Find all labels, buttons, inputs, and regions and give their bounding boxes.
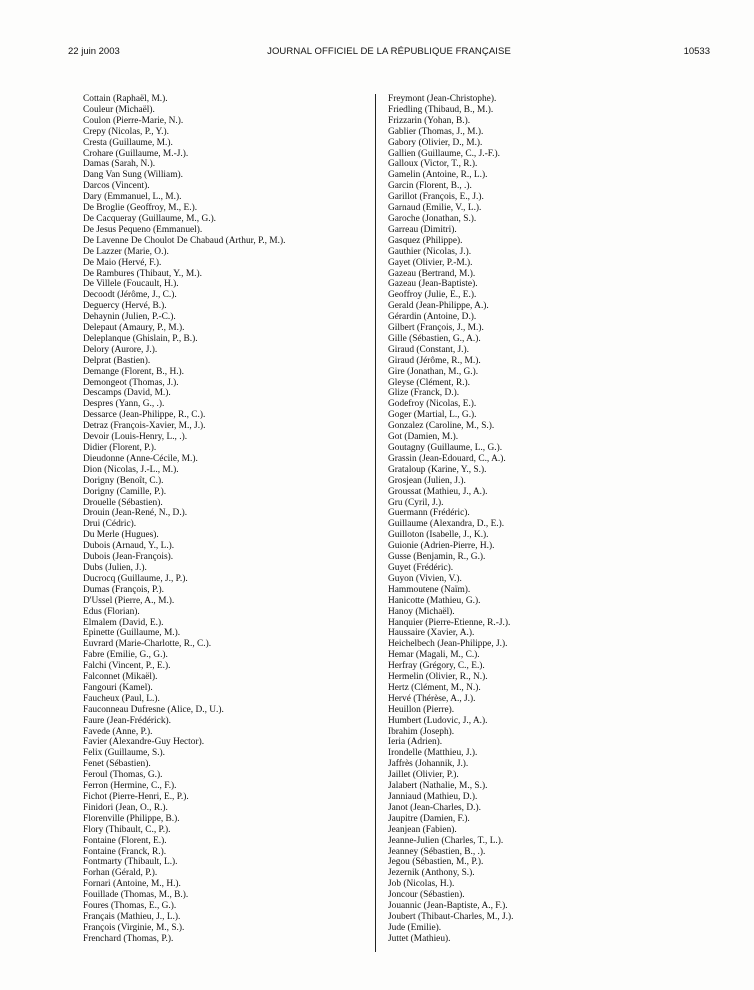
list-item: Gasquez (Philippe). [388, 235, 463, 246]
list-item: Frizzarin (Yohan, B.). [388, 115, 471, 126]
list-item: François (Virginie, M., S.). [83, 922, 185, 933]
list-item: Grataloup (Karine, Y., S.). [388, 464, 487, 475]
list-item: Demange (Florent, B., H.). [83, 366, 185, 377]
list-item: Freymont (Jean-Christophe). [388, 94, 497, 104]
list-item: Gablier (Thomas, J., M.). [388, 126, 484, 137]
list-item: D'Ussel (Pierre, A., M.). [83, 595, 175, 606]
list-item: Grassin (Jean-Edouard, C., A.). [388, 453, 506, 464]
list-item: Cresta (Guillaume, M.). [83, 137, 173, 148]
list-item: Juttet (Mathieu). [388, 933, 451, 944]
list-item: Descamps (David, M.). [83, 388, 171, 399]
list-item: Fornari (Antoine, M., H.). [83, 879, 181, 890]
list-item: Guyon (Vivien, V.). [388, 573, 462, 584]
list-item: Joncour (Sébastien). [388, 890, 465, 901]
list-item: Gerald (Jean-Philippe, A.). [388, 301, 489, 312]
list-item: Gru (Cyril, J.). [388, 497, 444, 508]
list-item: Fabre (Emilie, G., G.). [83, 650, 168, 661]
list-item: Gallien (Guillaume, C., J.-F.). [388, 148, 500, 159]
list-item: Janniaud (Mathieu, D.). [388, 792, 478, 802]
list-item: Garcin (Florent, B., .). [388, 181, 472, 192]
list-item: De Cacqueray (Guillaume, M., G.). [83, 213, 217, 224]
list-item: Jeanne-Julien (Charles, T., L.). [388, 835, 504, 846]
left-name-column [83, 94, 358, 945]
list-item: Florenville (Philippe, B.). [83, 813, 180, 824]
list-item: Fontaine (Franck, R.). [83, 846, 167, 857]
list-item: Gazeau (Jean-Baptiste). [388, 279, 478, 290]
list-item: Hanoy (Michaël). [388, 606, 455, 617]
list-item: Favier (Alexandre-Guy Hector). [83, 737, 205, 748]
list-item: Humbert (Ludovic, J., A.). [388, 715, 488, 726]
list-item: Frenchard (Thomas, P.). [83, 933, 174, 944]
list-item: Fichot (Pierre-Henri, E., P.). [83, 792, 189, 802]
list-item: Dorigny (Camille, P.). [83, 486, 167, 497]
list-item: Guilloton (Isabelle, J., K.). [388, 530, 489, 541]
list-item: De Maio (Hervé, F.). [83, 257, 162, 268]
list-item: Godefroy (Nicolas, E.). [388, 399, 477, 410]
list-item: Garreau (Dimitri). [388, 224, 457, 235]
list-item: Decoodt (Jérôme, J., C.). [83, 290, 177, 301]
list-item: Jaffrès (Johannik, J.). [388, 759, 469, 770]
list-item: Epinette (Guillaume, M.). [83, 628, 181, 639]
list-item: Deguercy (Hervé, B.). [83, 301, 167, 312]
list-item: Jude (Emilie). [388, 922, 442, 933]
list-item: Dehaynin (Julien, P.-C.). [83, 312, 176, 323]
list-item: Crohare (Guillaume, M.-J.). [83, 148, 189, 159]
list-item: Jeanjean (Fabien). [388, 824, 457, 835]
list-item: Geoffroy (Julie, E., E.). [388, 290, 477, 301]
list-item: Goutagny (Guillaume, L., G.). [388, 443, 503, 453]
list-item: Du Merle (Hugues). [83, 530, 159, 541]
list-item: Jegou (Sébastien, M., P.). [388, 857, 484, 868]
list-item: Galloux (Victor, T., R.). [388, 159, 478, 170]
list-item: Drouelle (Sébastien). [83, 497, 163, 508]
list-item: Faure (Jean-Frédérick). [83, 715, 171, 726]
list-item: Ibrahim (Joseph). [388, 726, 455, 737]
page-header [68, 46, 710, 60]
list-item: Darcos (Vincent). [83, 181, 150, 192]
list-item: Feroul (Thomas, G.). [83, 770, 163, 781]
header-title: JOURNAL OFFICIEL DE LA RÉPUBLIQUE FRANÇAISE [267, 46, 511, 57]
list-item: Edus (Florian). [83, 606, 140, 617]
list-item: Gayet (Olivier, P.-M.). [388, 257, 473, 268]
list-item: Drui (Cédric). [83, 519, 137, 530]
list-item: Jaillet (Olivier, P.). [388, 770, 459, 781]
list-item: Jalabert (Nathalie, M., S.). [388, 781, 488, 792]
list-item: Ducrocq (Guillaume, J., P.). [83, 573, 188, 584]
list-item: Giraud (Jérôme, R., M.). [388, 355, 481, 366]
list-item: De Broglie (Geoffroy, M., E.). [83, 203, 198, 214]
list-item: Forhan (Gérald, P.). [83, 868, 158, 879]
list-item: De Lavenne De Choulot De Chabaud (Arthur, P., M.). [83, 235, 286, 246]
list-item: Dubois (Jean-François). [83, 552, 174, 563]
list-item: Couleur (Michaël). [83, 104, 155, 115]
list-item: Crepy (Nicolas, P., Y.). [83, 126, 169, 137]
list-item: Guyet (Frédéric). [388, 562, 454, 573]
list-item: Despres (Yann, G., .). [83, 399, 165, 410]
list-item: Dion (Nicolas, J.-L., M.). [83, 464, 179, 475]
list-item: Jouannic (Jean-Baptiste, A., F.). [388, 901, 508, 912]
list-item: Janot (Jean-Charles, D.). [388, 802, 481, 813]
list-item: Hermelin (Olivier, R., N.). [388, 672, 488, 683]
list-item: Fontaine (Florent, E.). [83, 835, 167, 846]
list-item: Grosjean (Julien, J.). [388, 475, 466, 486]
list-item: Gamelin (Antoine, R., L.). [388, 170, 488, 181]
list-item: Jezernik (Anthony, S.). [388, 868, 475, 879]
list-item: Gérardin (Antoine, D.). [388, 312, 477, 323]
list-item: Didier (Florent, P.). [83, 443, 157, 453]
list-item: Gazeau (Bertrand, M.). [388, 268, 476, 279]
column-divider [375, 94, 376, 952]
list-item: Dorigny (Benoît, C.). [83, 475, 164, 486]
list-item: Demongeot (Thomas, J.). [83, 377, 179, 388]
list-item: Français (Mathieu, J., L.). [83, 911, 181, 922]
list-item: Felix (Guillaume, S.). [83, 748, 166, 759]
list-item: Irondelle (Matthieu, J.). [388, 748, 478, 759]
header-page-number: 10533 [683, 46, 710, 57]
list-item: Delory (Aurore, J.). [83, 344, 158, 355]
list-item: Garoche (Jonathan, S.). [388, 213, 477, 224]
list-item: Faucheux (Paul, L.). [83, 693, 160, 704]
list-item: Detraz (François-Xavier, M., J.). [83, 421, 206, 432]
list-item: Ferron (Hermine, C., F.). [83, 781, 177, 792]
list-item: Gleyse (Clément, R.). [388, 377, 471, 388]
list-item: Favede (Anne, P.). [83, 726, 153, 737]
list-item: Gusse (Benjamin, R., G.). [388, 552, 486, 563]
list-item: Gille (Sébastien, G., A.). [388, 333, 481, 344]
list-item: De Rambures (Thibaut, Y., M.). [83, 268, 202, 279]
list-item: Guionie (Adrien-Pierre, H.). [388, 541, 495, 552]
list-item: De Jesus Pequeno (Emmanuel). [83, 224, 203, 235]
list-item: Dumas (François, P.). [83, 584, 164, 595]
list-item: Coulon (Pierre-Marie, N.). [83, 115, 184, 126]
header-date: 22 juin 2003 [68, 46, 120, 57]
list-item: Guermann (Frédéric). [388, 508, 470, 519]
list-item: Groussat (Mathieu, J., A.). [388, 486, 488, 497]
list-item: Guillaume (Alexandra, D., E.). [388, 519, 505, 530]
list-item: Delepaut (Amaury, P., M.). [83, 323, 185, 334]
list-item: Friedling (Thibaud, B., M.). [388, 104, 494, 115]
list-item: Dang Van Sung (William). [83, 170, 183, 181]
list-item: Dary (Emmanuel, L., M.). [83, 192, 182, 203]
list-item: Dieudonne (Anne-Cécile, M.). [83, 453, 198, 464]
list-item: Gilbert (François, J., M.). [388, 323, 484, 334]
list-item: Jeanney (Sébastien, B., .). [388, 846, 486, 857]
list-item: Deleplanque (Ghislain, P., B.). [83, 333, 198, 344]
list-item: Gauthier (Nicolas, J.). [388, 246, 472, 257]
list-item: Damas (Sarah, N.). [83, 159, 156, 170]
list-item: Fontmarty (Thibault, L.). [83, 857, 178, 868]
list-item: Jaupitre (Damien, F.). [388, 813, 470, 824]
list-item: Gabory (Olivier, D., M.). [388, 137, 483, 148]
list-item: Ieria (Adrien). [388, 737, 443, 748]
list-item: Hanicotte (Mathieu, G.). [388, 595, 481, 606]
list-item: Herfray (Grégory, C., E.). [388, 661, 485, 672]
list-item: Got (Damien, M.). [388, 432, 459, 443]
list-item: Haussaire (Xavier, A.). [388, 628, 475, 639]
right-name-column [388, 94, 688, 945]
list-item: Garnaud (Emilie, V., L.). [388, 203, 482, 214]
list-item: Gonzalez (Caroline, M., S.). [388, 421, 495, 432]
list-item: Dessarce (Jean-Philippe, R., C.). [83, 410, 206, 421]
list-item: De Villele (Foucault, H.). [83, 279, 179, 290]
list-item: De Lazzer (Marie, O.). [83, 246, 169, 257]
list-item: Goger (Martial, L., G.). [388, 410, 477, 421]
list-item: Fangouri (Kamel). [83, 682, 153, 693]
list-item: Gire (Jonathan, M., G.). [388, 366, 479, 377]
list-item: Flory (Thibault, C., P.). [83, 824, 171, 835]
list-item: Falchi (Vincent, P., E.). [83, 661, 171, 672]
list-item: Elmalem (David, E.). [83, 617, 164, 628]
list-item: Fauconneau Dufresne (Alice, D., U.). [83, 704, 224, 715]
list-item: Devoir (Louis-Henry, L., .). [83, 432, 188, 443]
list-item: Joubert (Thibaut-Charles, M., J.). [388, 911, 514, 922]
list-item: Fouillade (Thomas, M., B.). [83, 890, 189, 901]
list-item: Hanquier (Pierre-Etienne, R.-J.). [388, 617, 511, 628]
list-item: Heichelbech (Jean-Philippe, J.). [388, 639, 508, 650]
list-item: Heuillon (Pierre). [388, 704, 455, 715]
list-item: Glize (Franck, D.). [388, 388, 460, 399]
list-item: Fenet (Sébastien). [83, 759, 151, 770]
list-item: Foures (Thomas, E., G.). [83, 901, 177, 912]
list-item: Hervé (Thérèse, A., J.). [388, 693, 476, 704]
list-item: Finidori (Jean, O., R.). [83, 802, 168, 813]
list-item: Falconnet (Mikaël). [83, 672, 158, 683]
list-item: Dubs (Julien, J.). [83, 562, 147, 573]
list-item: Euvrard (Marie-Charlotte, R., C.). [83, 639, 212, 650]
list-item: Giraud (Constant, J.). [388, 344, 469, 355]
list-item: Garillot (François, E., J.). [388, 192, 484, 203]
list-item: Job (Nicolas, H.). [388, 879, 455, 890]
list-item: Drouin (Jean-René, N., D.). [83, 508, 188, 519]
list-item: Hertz (Clément, M., N.). [388, 682, 481, 693]
list-item: Cottain (Raphaël, M.). [83, 94, 168, 104]
list-item: Dubois (Arnaud, Y., L.). [83, 541, 175, 552]
list-item: Hemar (Magali, M., C.). [388, 650, 480, 661]
list-item: Hammoutene (Naïm). [388, 584, 471, 595]
list-item: Delprat (Bastien). [83, 355, 151, 366]
